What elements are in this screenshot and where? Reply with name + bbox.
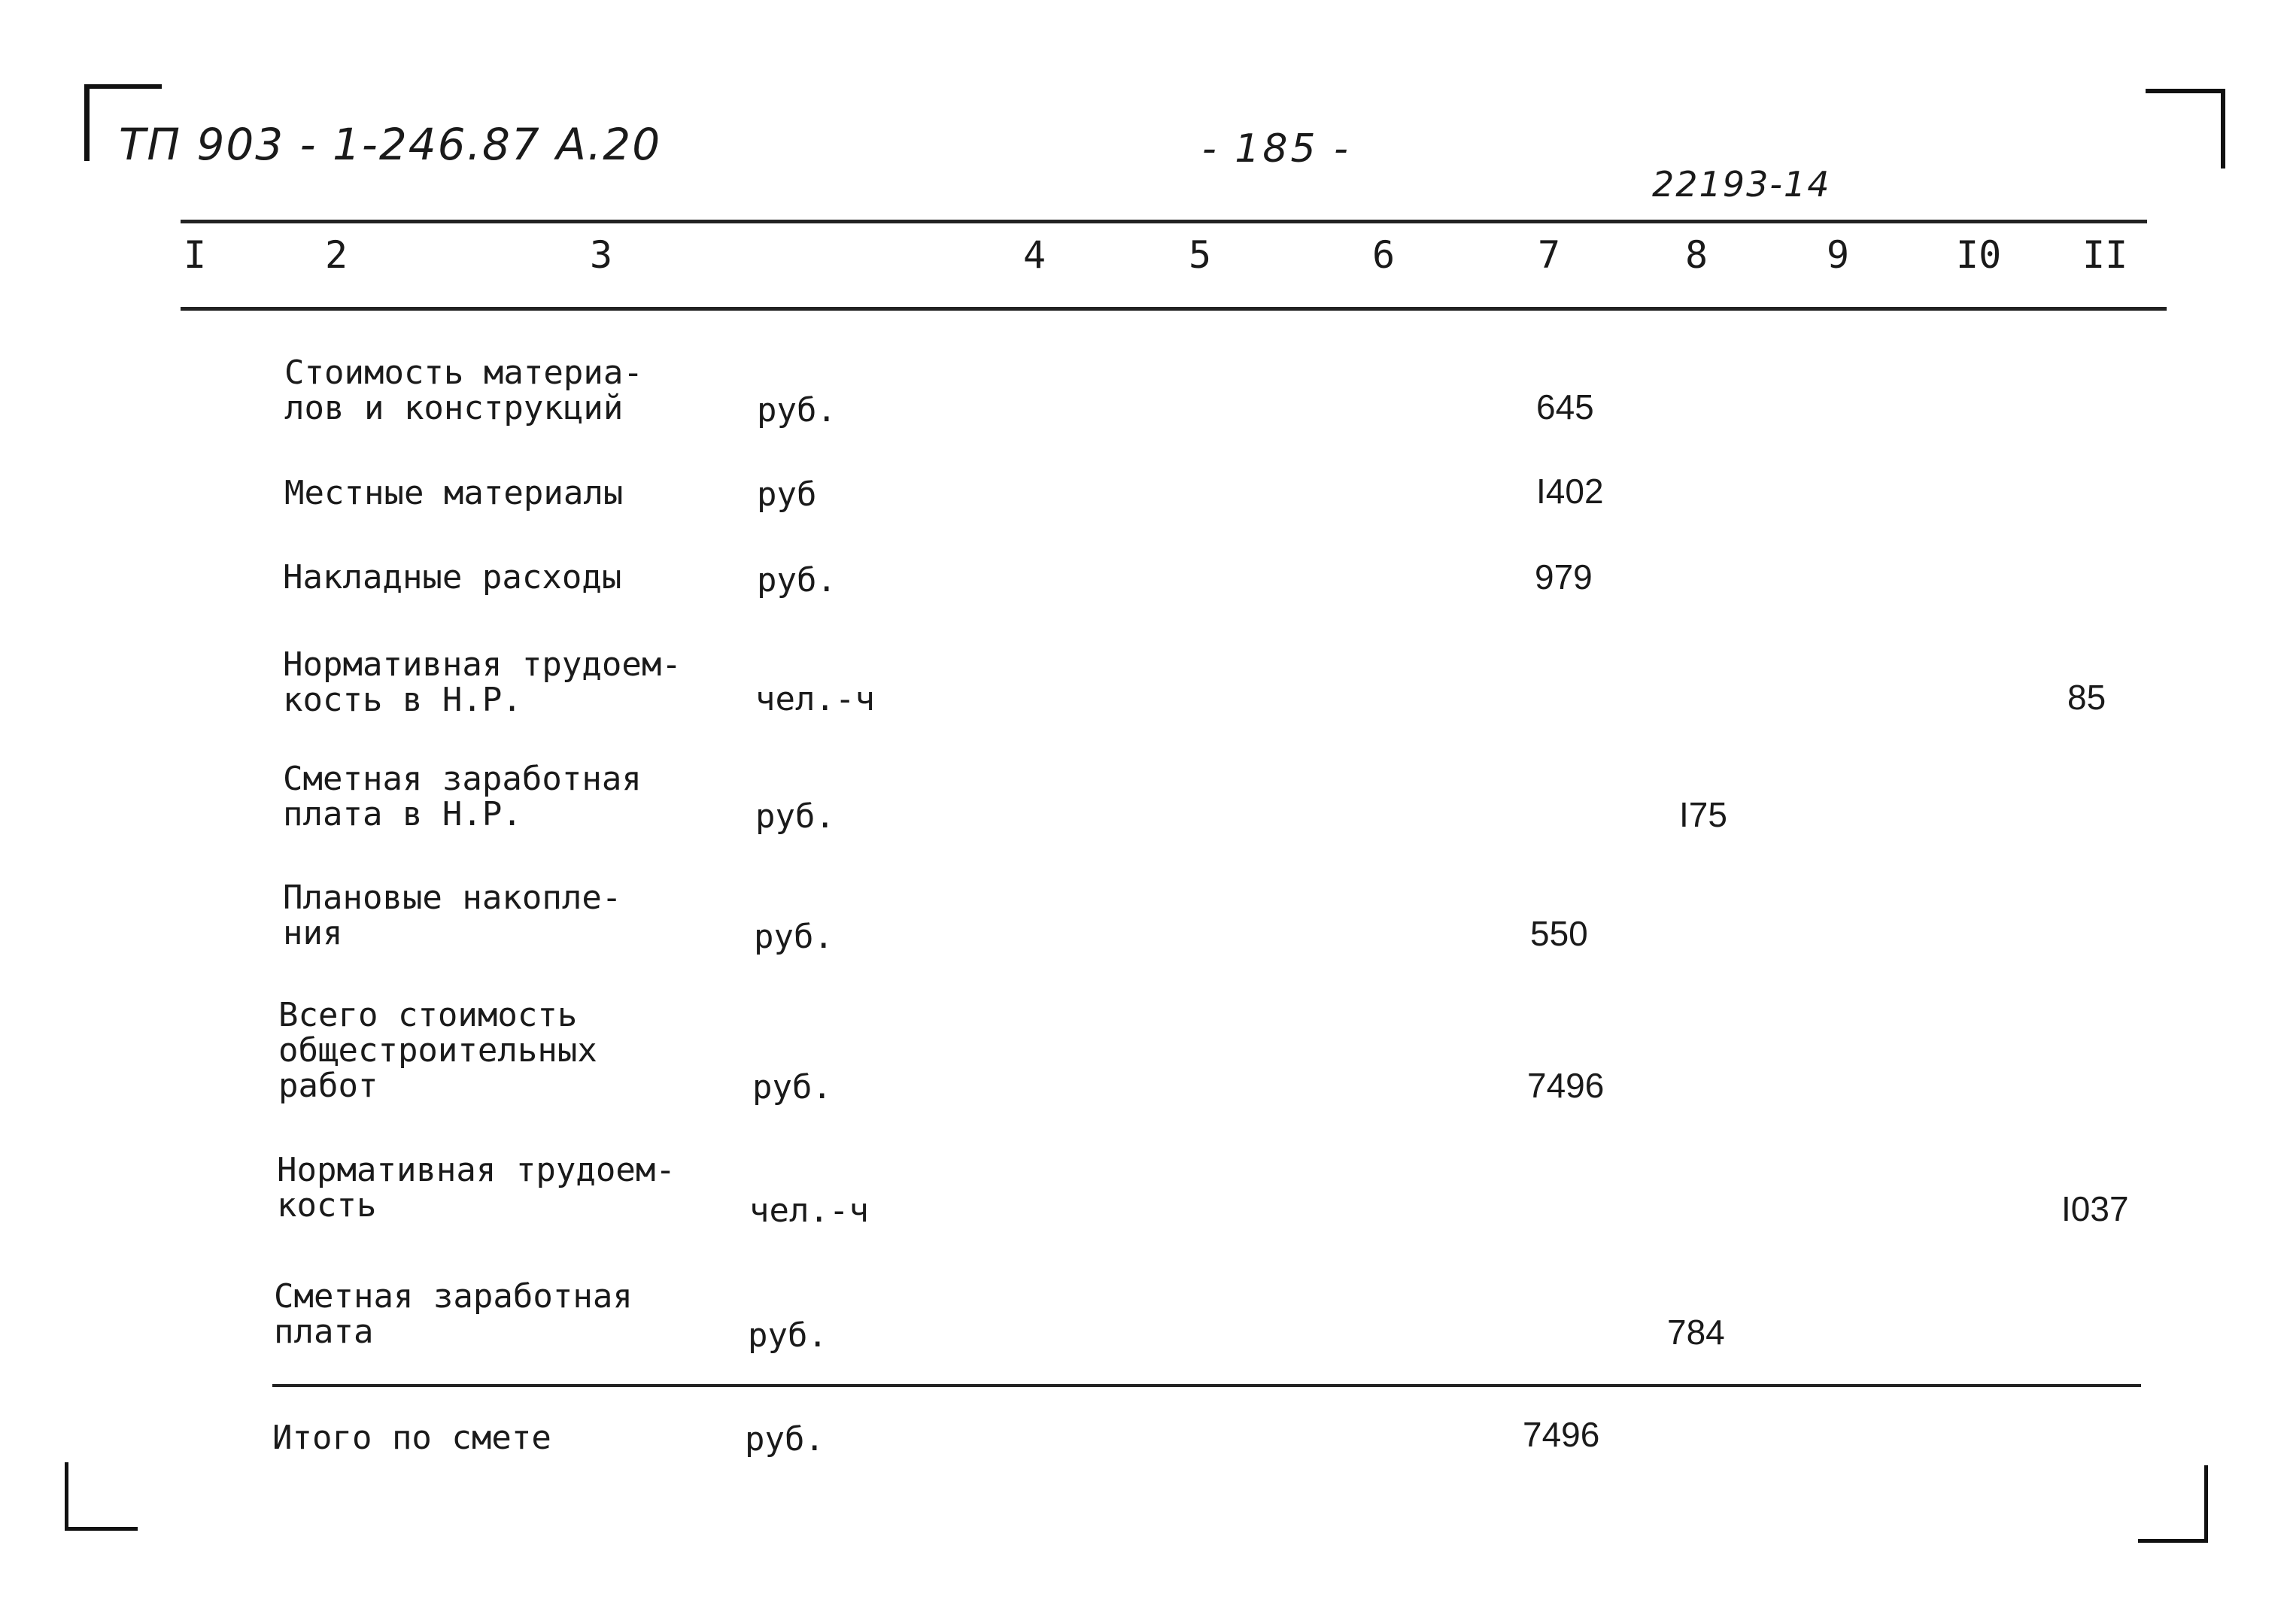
frame-corner-top-right (2146, 89, 2225, 168)
row-unit: руб (757, 475, 817, 514)
row-label: Накладные расходы (283, 558, 622, 596)
frame-corner-bottom-right (2138, 1465, 2208, 1543)
row-label: Стоимость материа- лов и конструкций (284, 354, 643, 427)
value-col11: I037 (2061, 1189, 2129, 1228)
column-number: 3 (590, 233, 613, 277)
column-number: 7 (1538, 233, 1561, 277)
column-number: 4 (1023, 233, 1046, 277)
header-top-rule (181, 220, 2147, 223)
column-number: I0 (1956, 233, 2002, 277)
document-code: ТП 903 - 1-246.87 А.20 (119, 119, 662, 170)
value-col8: 784 (1667, 1313, 1725, 1352)
value-col7: I402 (1536, 472, 1604, 511)
row-unit: чел.-ч (749, 1191, 869, 1230)
total-separator-rule (272, 1384, 2141, 1387)
row-unit: руб. (755, 797, 835, 836)
row-unit: руб. (757, 391, 837, 430)
total-value-col7: 7496 (1523, 1415, 1600, 1454)
frame-corner-bottom-left (65, 1462, 138, 1531)
row-label: Нормативная трудоем- кость в Н.Р. (283, 645, 682, 719)
sheet-code: 22193-14 (1652, 164, 1831, 205)
value-col7: 7496 (1527, 1066, 1605, 1105)
value-col7: 645 (1536, 387, 1594, 426)
column-number: 5 (1189, 233, 1212, 277)
column-number: I (184, 233, 207, 277)
row-unit: чел.-ч (755, 680, 875, 718)
value-col7: 550 (1530, 914, 1588, 953)
row-unit: руб. (752, 1068, 832, 1106)
value-col7: 979 (1535, 557, 1593, 596)
page-number: - 185 - (1202, 126, 1351, 172)
row-unit: руб. (748, 1316, 828, 1355)
row-label: Всего стоимость общестроительных работ (278, 996, 597, 1105)
column-number: 2 (325, 233, 348, 277)
row-label: Сметная заработная плата (274, 1277, 633, 1351)
row-unit: руб. (757, 561, 837, 600)
value-col11: 85 (2067, 678, 2106, 717)
row-unit: руб. (754, 918, 834, 956)
column-number: 8 (1685, 233, 1708, 277)
row-label: Нормативная трудоем- кость (277, 1151, 676, 1225)
column-number: 6 (1372, 233, 1396, 277)
total-unit: руб. (745, 1420, 825, 1459)
row-label: Местные материалы (284, 474, 624, 512)
row-label: Плановые накопле- ния (283, 879, 622, 952)
total-label: Итого по смете (272, 1419, 551, 1457)
header-bottom-rule (181, 307, 2167, 311)
value-col8: I75 (1679, 795, 1727, 834)
column-number: II (2082, 233, 2128, 277)
row-label: Сметная заработная плата в Н.Р. (283, 760, 642, 833)
column-number: 9 (1827, 233, 1850, 277)
